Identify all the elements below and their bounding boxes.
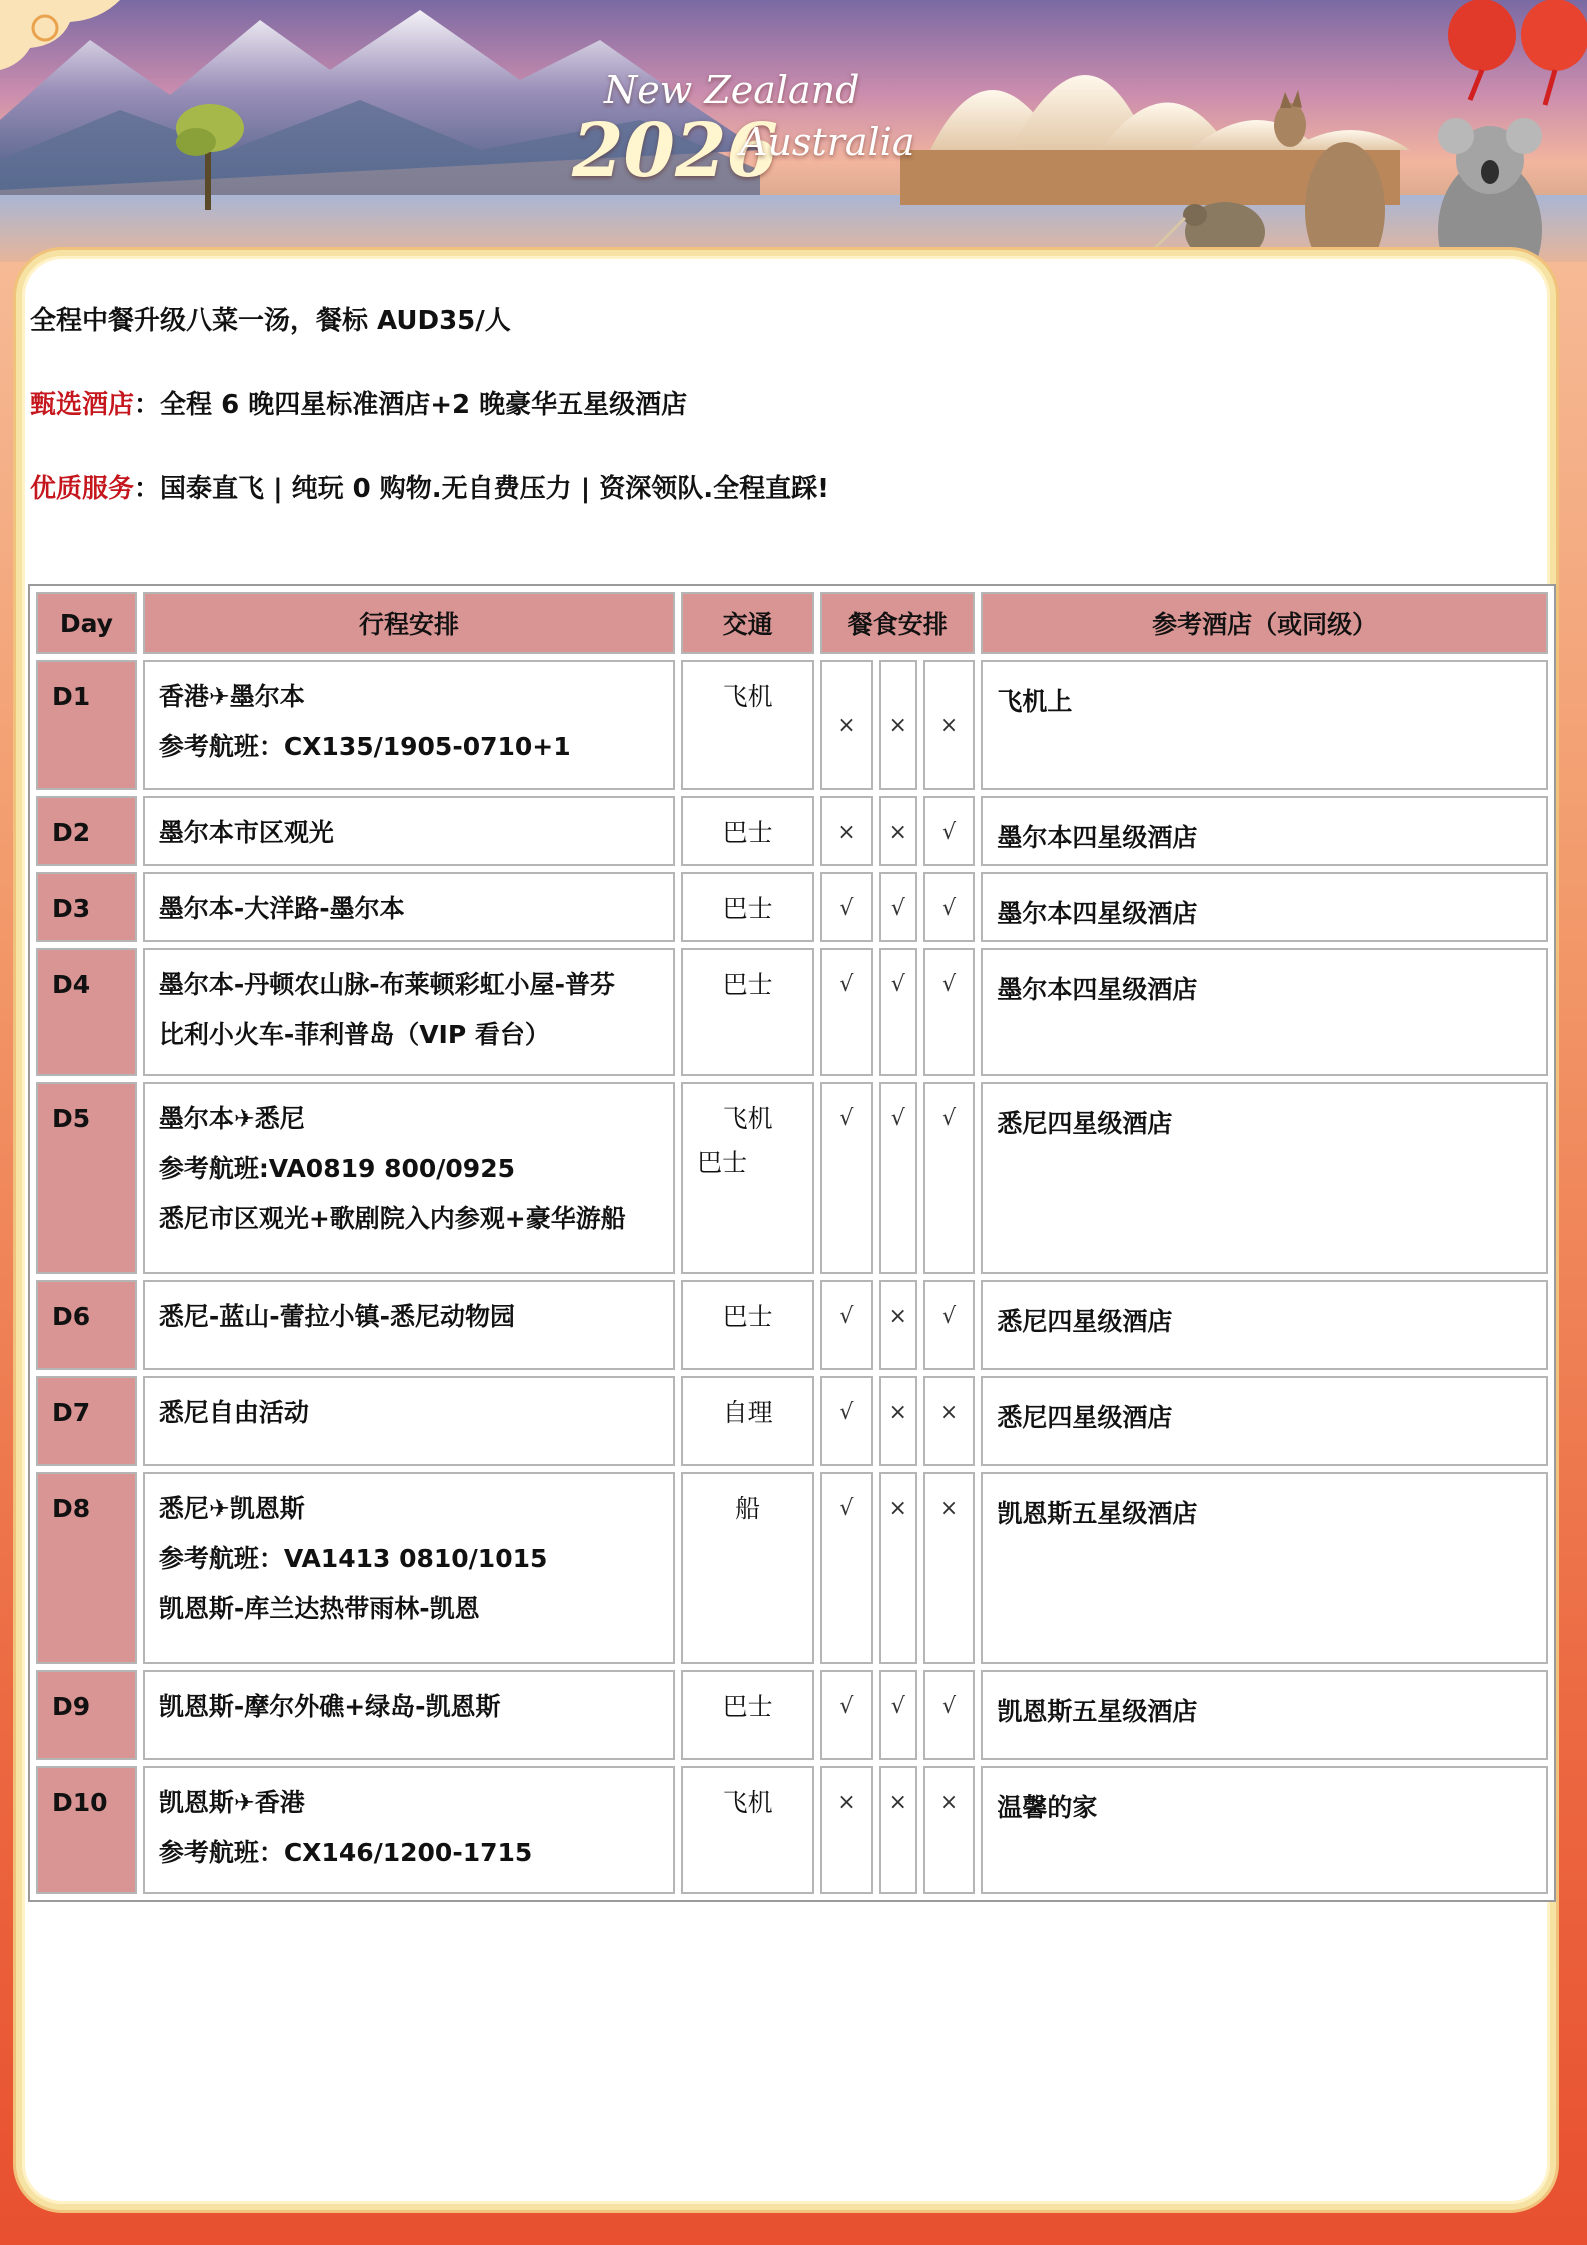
table-row [36,1670,1548,1760]
meal-cell: √ [879,872,917,942]
meal-upgrade-text: 全程中餐升级八菜一汤，餐标 AUD35/人 [30,306,511,336]
transport-item: 巴士 [722,1692,773,1721]
transport-item: 巴士 [722,894,773,923]
table-row [36,660,1548,790]
transport-cell [681,1472,814,1664]
meal-cell: √ [820,1280,872,1370]
brand-top: New Zealand [604,68,860,112]
meal-cell: √ [923,1082,975,1274]
meal-cell: × [879,1280,917,1370]
hotel-cell: 墨尔本四星级酒店 [981,948,1548,1076]
plan-line: 悉尼自由活动 [158,1398,309,1427]
hotel-cell: 墨尔本四星级酒店 [981,796,1548,866]
plan-line: 凯恩斯✈香港 [158,1788,305,1817]
meal-cell: √ [879,948,917,1076]
table-row [36,1472,1548,1664]
header-hotel: 参考酒店（或同级） [981,592,1548,654]
service-line [30,468,829,505]
plan-line: 墨尔本-大洋路-墨尔本 [158,894,405,923]
transport-item: 船 [735,1494,761,1523]
meal-cell: × [879,660,917,790]
table-row [36,1082,1548,1274]
plan-line: 凯恩斯-库兰达热带雨林-凯恩 [158,1594,480,1623]
plan-line: 参考航班:VA0819 800/0925 [158,1154,515,1183]
header-transport: 交通 [681,592,814,654]
transport-item: 巴士 [722,818,773,847]
meal-cell: √ [820,1670,872,1760]
meal-cell: √ [820,1376,872,1466]
meal-cell: × [820,660,872,790]
transport-cell [681,796,814,866]
day-cell: D1 [36,660,137,790]
meal-cell: × [879,1766,917,1894]
itinerary-body [36,660,1548,1894]
meal-cell: √ [820,1472,872,1664]
plan-cell [143,1766,675,1894]
plan-cell [143,796,675,866]
meal-cell: × [879,796,917,866]
brand-logo [572,62,932,202]
table-header-row [36,592,1548,654]
plan-cell [143,660,675,790]
plan-cell [143,1670,675,1760]
hotel-cell: 飞机上 [981,660,1548,790]
service-text: ：国泰直飞 | 纯玩 0 购物.无自费压力 | 资深领队.全程直踩! [134,474,830,504]
day-cell: D4 [36,948,137,1076]
hotel-label: 甄选酒店 [30,390,135,420]
meal-cell: × [923,1766,975,1894]
plan-cell [143,1280,675,1370]
plan-line: 悉尼✈凯恩斯 [158,1494,305,1523]
transport-cell [681,872,814,942]
transport-item: 飞机 [722,682,773,711]
transport-item: 飞机 [722,1788,773,1817]
table-row [36,948,1548,1076]
header-meals: 餐食安排 [820,592,975,654]
plan-cell [143,948,675,1076]
meal-cell: √ [923,872,975,942]
header-banner [0,0,1587,262]
meal-cell: √ [923,948,975,1076]
plan-line: 参考航班：VA1413 0810/1015 [158,1544,548,1573]
table-row [36,1280,1548,1370]
hotel-cell: 悉尼四星级酒店 [981,1082,1548,1274]
meal-cell: √ [820,1082,872,1274]
table-row [36,796,1548,866]
hotel-cell: 凯恩斯五星级酒店 [981,1472,1548,1664]
meal-cell: × [923,1376,975,1466]
transport-cell [681,948,814,1076]
plan-cell [143,872,675,942]
meal-cell: √ [923,1670,975,1760]
transport-cell [681,1670,814,1760]
transport-item: 自理 [722,1398,773,1427]
hotel-cell: 悉尼四星级酒店 [981,1376,1548,1466]
meal-cell: √ [923,796,975,866]
transport-cell [681,1376,814,1466]
plan-line: 墨尔本✈悉尼 [158,1104,305,1133]
plan-line: 悉尼市区观光+歌剧院入内参观+豪华游船 [158,1204,626,1233]
meal-cell: √ [820,872,872,942]
hotel-cell: 墨尔本四星级酒店 [981,872,1548,942]
hotel-line [30,384,687,421]
hotel-text: ：全程 6 晚四星标准酒店+2 晚豪华五星级酒店 [134,390,688,420]
transport-item: 巴士 [722,970,773,999]
header-day: Day [36,592,137,654]
table-row [36,1376,1548,1466]
itinerary-table [28,584,1556,1902]
meal-cell: √ [879,1082,917,1274]
meal-cell: √ [820,948,872,1076]
plan-cell [143,1376,675,1466]
meal-cell: × [820,796,872,866]
plan-cell [143,1082,675,1274]
plan-line: 墨尔本-丹顿农山脉-布莱顿彩虹小屋-普芬 [158,970,615,999]
meal-cell: × [879,1376,917,1466]
day-cell: D9 [36,1670,137,1760]
transport-cell [681,1082,814,1274]
brand-sub: Australia [740,120,915,164]
day-cell: D6 [36,1280,137,1370]
day-cell: D10 [36,1766,137,1894]
koala-icon [1438,118,1542,262]
meal-cell: × [923,1472,975,1664]
lantern-icon [1448,0,1587,105]
meal-upgrade-line [30,300,511,337]
plan-line: 悉尼-蓝山-蕾拉小镇-悉尼动物园 [158,1302,515,1331]
hotel-cell: 悉尼四星级酒店 [981,1280,1548,1370]
brand-year: 2026 [572,108,778,194]
header-plan: 行程安排 [143,592,675,654]
meal-cell: × [879,1472,917,1664]
plan-line: 参考航班：CX146/1200-1715 [158,1838,533,1867]
transport-cell [681,660,814,790]
transport-item: 飞机 [722,1104,773,1133]
plan-line: 参考航班：CX135/1905-0710+1 [158,732,571,761]
transport-cell [681,1766,814,1894]
meal-cell: × [820,1766,872,1894]
transport-item: 巴士 [697,1148,748,1177]
meal-cell: × [923,660,975,790]
plan-line: 凯恩斯-摩尔外礁+绿岛-凯恩斯 [158,1692,501,1721]
hotel-cell: 温馨的家 [981,1766,1548,1894]
meal-cell: √ [879,1670,917,1760]
day-cell: D7 [36,1376,137,1466]
plan-cell [143,1472,675,1664]
hotel-cell: 凯恩斯五星级酒店 [981,1670,1548,1760]
transport-item: 巴士 [722,1302,773,1331]
meal-cell: √ [923,1280,975,1370]
day-cell: D2 [36,796,137,866]
plan-line: 香港✈墨尔本 [158,682,305,711]
day-cell: D5 [36,1082,137,1274]
table-row [36,872,1548,942]
day-cell: D3 [36,872,137,942]
plan-line: 比利小火车-菲利普岛（VIP 看台） [158,1020,550,1049]
service-label: 优质服务 [30,474,135,504]
transport-cell [681,1280,814,1370]
table-row [36,1766,1548,1894]
day-cell: D8 [36,1472,137,1664]
plan-line: 墨尔本市区观光 [158,818,334,847]
